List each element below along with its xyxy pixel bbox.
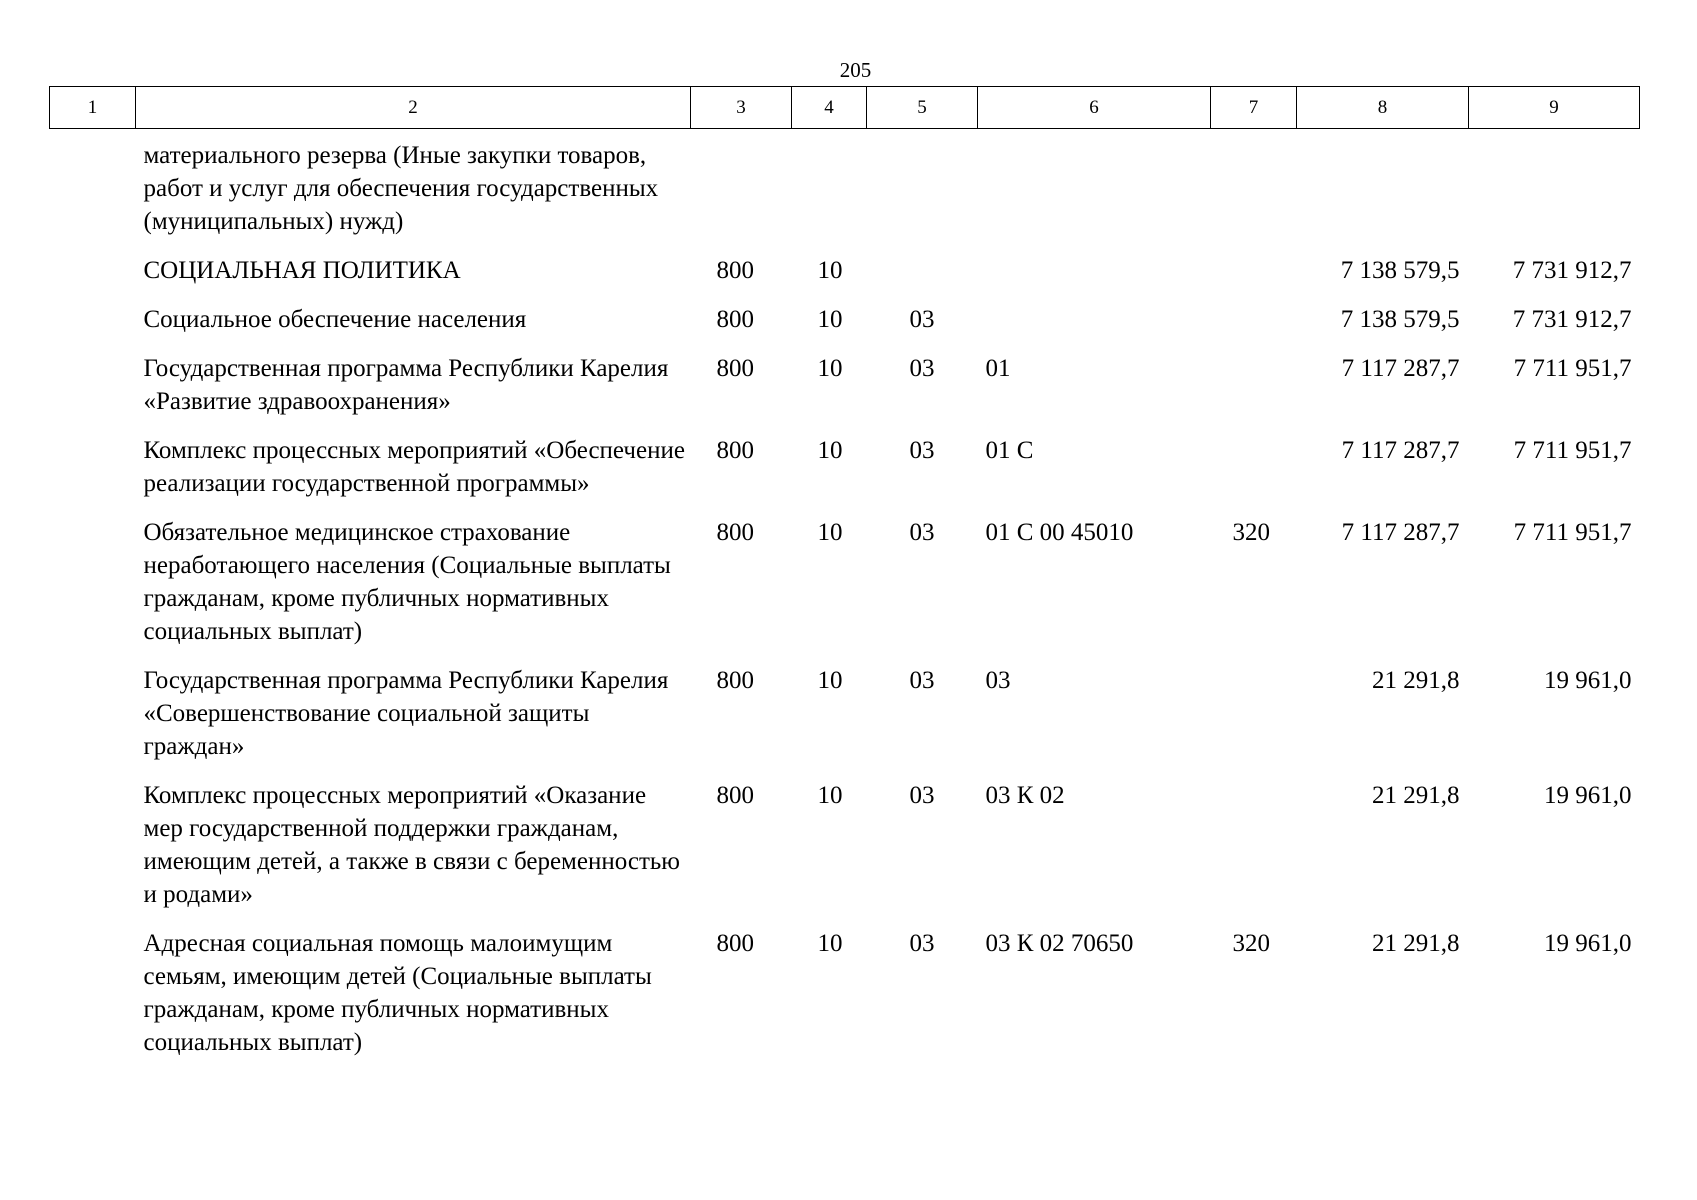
- row-col-5: [867, 254, 978, 303]
- header-col-9: 9: [1469, 87, 1640, 129]
- row-col-9: 19 961,0: [1544, 667, 1632, 694]
- row-col-7: 320: [1232, 930, 1270, 957]
- row-col-9: 19 961,0: [1544, 930, 1632, 957]
- row-name: Обязательное медицинское страхование неработающего населения (Социальные выплаты гражданам, кроме публичных нормативных социальных выплат): [143, 519, 671, 645]
- header-col-5: 5: [867, 87, 978, 129]
- table-row: [50, 303, 1640, 352]
- header-col-2: 2: [136, 87, 691, 129]
- row-col-8: 7 138 579,5: [1340, 306, 1460, 333]
- row-name: Комплекс процессных мероприятий «Обеспечение реализации государственной программы»: [143, 437, 685, 497]
- table-row: [50, 664, 1640, 779]
- row-col-9: 7 711 951,7: [1513, 437, 1632, 464]
- row-col-6: [978, 303, 1211, 352]
- row-col-5: 03: [909, 930, 935, 957]
- row-col-7: [1211, 303, 1297, 352]
- table-header: [50, 87, 1640, 129]
- row-col-4: 10: [817, 355, 843, 382]
- table-row: [50, 352, 1640, 434]
- row-name: Государственная программа Республики Карелия «Развитие здравоохранения»: [143, 355, 669, 415]
- row-col-3: 800: [716, 437, 754, 464]
- row-name: Комплекс процессных мероприятий «Оказание мер государственной поддержки гражданам, имеющим детей, а также в связи с беременностью и родами»: [143, 782, 680, 908]
- row-col-3: 800: [716, 782, 754, 809]
- row-col-8: 7 138 579,5: [1340, 257, 1460, 284]
- row-col-5: 03: [909, 306, 935, 333]
- row-col-6: 01 С 00 45010: [985, 519, 1134, 546]
- row-col-4: 10: [817, 782, 843, 809]
- table-row: [50, 779, 1640, 927]
- table-row: [50, 434, 1640, 516]
- row-col-4: 10: [817, 437, 843, 464]
- row-col-5: 03: [909, 667, 935, 694]
- row-col-8: 7 117 287,7: [1341, 355, 1460, 382]
- header-col-8: 8: [1297, 87, 1469, 129]
- row-col-6: 01: [985, 355, 1011, 382]
- row-col-7: [1211, 352, 1297, 434]
- row-col-4: 10: [817, 257, 843, 284]
- row-col-3: 800: [716, 355, 754, 382]
- row-col-5: 03: [909, 519, 935, 546]
- header-col-1: 1: [50, 87, 136, 129]
- row-name: Социальное обеспечение населения: [143, 306, 527, 333]
- row-col-3: 800: [716, 930, 754, 957]
- row-col-6: [978, 254, 1211, 303]
- row-col-4: 10: [817, 667, 843, 694]
- row-col-4: [792, 129, 867, 255]
- row-col-3: 800: [716, 519, 754, 546]
- table-row: [50, 927, 1640, 1075]
- header-row: [50, 87, 1640, 129]
- row-col-6: 03 К 02: [985, 782, 1065, 809]
- row-col-9: [1469, 129, 1640, 255]
- header-col-3: 3: [691, 87, 792, 129]
- budget-table: [49, 86, 1640, 1075]
- row-col-8: 21 291,8: [1372, 782, 1460, 809]
- row-col-4: 10: [817, 519, 843, 546]
- row-col-5: 03: [909, 355, 935, 382]
- header-col-6: 6: [978, 87, 1211, 129]
- row-name: Государственная программа Республики Карелия «Совершенствование социальной защиты граждан»: [143, 667, 669, 760]
- row-col-9: 7 731 912,7: [1512, 257, 1632, 284]
- row-col-3: 800: [716, 257, 754, 284]
- row-col-5: 03: [909, 437, 935, 464]
- row-col-7: [1211, 434, 1297, 516]
- row-col-7: [1211, 779, 1297, 927]
- row-col-5: 03: [909, 782, 935, 809]
- table-row: [50, 254, 1640, 303]
- page-number: 205: [839, 58, 872, 82]
- row-col-3: 800: [716, 667, 754, 694]
- row-name: СОЦИАЛЬНАЯ ПОЛИТИКА: [143, 257, 461, 284]
- row-col-4: 10: [817, 306, 843, 333]
- row-col-9: 19 961,0: [1544, 782, 1632, 809]
- row-col-8: 21 291,8: [1372, 930, 1460, 957]
- row-col-8: 21 291,8: [1372, 667, 1460, 694]
- row-col-9: 7 731 912,7: [1512, 306, 1632, 333]
- row-col-6: 03 К 02 70650: [985, 930, 1134, 957]
- row-col-8: 7 117 287,7: [1341, 519, 1460, 546]
- table-row: [50, 129, 1640, 255]
- row-col-4: 10: [817, 930, 843, 957]
- row-name: Адресная социальная помощь малоимущим семьям, имеющим детей (Социальные выплаты гражданам, кроме публичных нормативных социальных выплат): [143, 930, 652, 1056]
- table-body: [50, 129, 1640, 1076]
- header-col-7: 7: [1211, 87, 1297, 129]
- row-name: материального резерва (Иные закупки товаров, работ и услуг для обеспечения государственных (муниципальных) нужд): [143, 142, 659, 235]
- row-col-3: [691, 129, 792, 255]
- row-col-8: 7 117 287,7: [1341, 437, 1460, 464]
- row-col-3: 800: [716, 306, 754, 333]
- row-col-9: 7 711 951,7: [1513, 519, 1632, 546]
- row-col-7: [1211, 129, 1297, 255]
- row-col-8: [1297, 129, 1469, 255]
- row-col-7: [1211, 254, 1297, 303]
- row-col-7: [1211, 664, 1297, 779]
- table-row: [50, 516, 1640, 664]
- row-col-9: 7 711 951,7: [1513, 355, 1632, 382]
- header-col-4: 4: [792, 87, 867, 129]
- row-col-7: 320: [1232, 519, 1270, 546]
- row-col-5: [867, 129, 978, 255]
- row-col-6: 03: [985, 667, 1011, 694]
- row-col-6: [978, 129, 1211, 255]
- row-col-6: 01 С: [985, 437, 1034, 464]
